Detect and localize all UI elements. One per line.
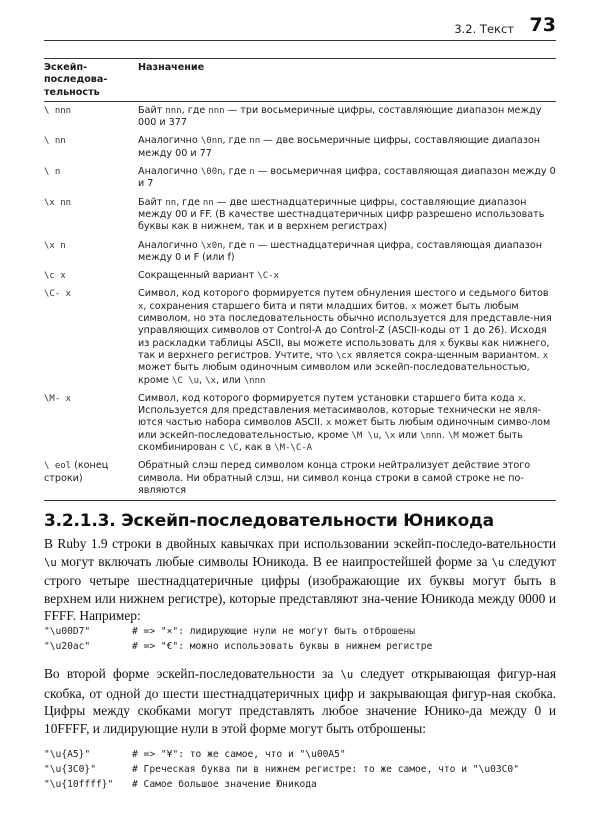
text-run: , где: [222, 166, 250, 178]
inline-code: \00n: [200, 167, 223, 178]
code-comment: # Греческая буква пи в нижнем регистре: то же самое, что и "\u03C0": [132, 764, 519, 775]
inline-code: \C: [227, 443, 239, 454]
escape-sequence-note: (конец строки): [44, 460, 109, 484]
text-run: Аналогично: [138, 239, 201, 251]
code-example-2: [44, 747, 519, 792]
code-example-1: [44, 624, 432, 654]
purpose-cell: [138, 101, 556, 132]
inline-code: \M-\C-A: [274, 443, 313, 454]
purpose-cell: [138, 390, 556, 457]
text-run: , где: [181, 104, 209, 116]
text-run: Байт: [138, 196, 166, 208]
escape-sequence: \x n: [44, 240, 66, 251]
text-run: следуют строго четыре шестнадцатеричные цифры (изображающие их буквы могут быть в верхнем или нижнем регистре), которые представляют зна-чение Юникода между 0000 и FFFF. Например:: [44, 553, 556, 624]
inline-code: \x: [384, 430, 396, 441]
purpose-cell: [138, 267, 556, 285]
inline-code: nn: [165, 197, 177, 208]
text-run: , как в: [238, 442, 275, 454]
table-row: [44, 457, 556, 500]
paragraph-second-form: [44, 665, 556, 737]
text-run: , где: [222, 239, 250, 251]
text-run: — шестнадцатеричная цифра, составляющая диапазон между 0 и F (или f): [138, 239, 543, 263]
inline-code: x: [138, 301, 144, 312]
inline-code: \0nn: [200, 136, 223, 147]
escape-sequence-cell: [44, 390, 138, 457]
table-row: [44, 237, 556, 268]
purpose-cell: [138, 457, 556, 500]
inline-code: x: [326, 418, 332, 429]
text-run: могут включать любые символы Юникода. В ее наипростейшей форме за: [56, 553, 492, 569]
purpose-cell: [138, 163, 556, 194]
inline-code: nn: [202, 197, 214, 208]
code-literal: "\u{3C0}": [44, 764, 96, 775]
inline-code: x: [439, 338, 445, 349]
table-row: [44, 101, 556, 132]
inline-code: nnn: [208, 105, 225, 116]
table-row: [44, 285, 556, 389]
code-line: [44, 777, 519, 792]
table-header-row: [44, 59, 556, 102]
code-line: [44, 639, 432, 654]
text-run: — две восьмеричные цифры, составляющие диапазон между 00 и 77: [138, 135, 541, 159]
code-line: [44, 762, 519, 777]
escape-sequence-cell: [44, 267, 138, 285]
text-run: ,: [199, 374, 206, 386]
purpose-cell: [138, 194, 556, 237]
inline-code: \nnn: [243, 375, 266, 386]
code-line: [44, 747, 519, 762]
inline-code: \u: [340, 669, 354, 681]
text-run: может быть любым одиночным симво-лом или эскейп-последовательностью, кроме: [138, 417, 551, 441]
escape-sequence-cell: [44, 101, 138, 132]
text-run: Аналогично: [138, 166, 201, 178]
text-run: , где: [176, 196, 203, 208]
inline-code: x: [411, 301, 417, 312]
code-literal: "\u{A5}": [44, 749, 91, 760]
escape-sequence: \ eol: [44, 461, 72, 472]
text-run: Сокращенный вариант: [138, 270, 258, 282]
escape-sequence-cell: [44, 457, 138, 500]
text-run: Во второй форме эскейп-последовательности за: [44, 666, 341, 681]
page-number: 73: [529, 14, 556, 36]
code-literal: "\u00D7": [44, 626, 91, 637]
text-run: следует открывающая фигур-ная скобка, от одной до шести шестнадцатеричных цифр и закрывающая фигур-ная скобка. Цифры между скобками могут представлять любое значение Юнико-да между 0 и 10FFFF, и лидирующие нули в этой форме могут быть отброшены:: [44, 666, 556, 736]
inline-code: \u: [491, 556, 505, 569]
text-run: Символ, код которого формируется путем обнуления шестого и седьмого битов: [138, 288, 549, 300]
text-run: буквы как нижнего, так и верхнего регистров. Учтите, что: [138, 337, 550, 361]
text-run: ,: [378, 429, 385, 441]
escape-sequence-cell: [44, 285, 138, 389]
escape-sequence: \ nnn: [44, 105, 72, 116]
inline-code: \C-x: [257, 271, 280, 282]
inline-code: x: [517, 393, 524, 404]
inline-code: nn: [249, 136, 261, 147]
escape-sequences-table: [44, 58, 556, 501]
running-header-section: 3.2. Текст: [454, 22, 514, 36]
table-row: [44, 390, 556, 457]
purpose-cell: [138, 132, 556, 163]
text-run: Обратный слэш перед символом конца строки нейтрализует действие этого символа. Ни обратный слэш, ни символ конца строки в самой строке не по-являются: [138, 460, 531, 496]
section-heading: 3.2.1.3. Эскейп-последовательности Юникода: [44, 511, 494, 531]
text-run: , сохранения старшего бита и пяти младших битов.: [143, 300, 412, 312]
table-row: [44, 194, 556, 237]
text-run: может быть любым символом, но эта последовательность обычно используется для представле-ния управляющих символов от Control-A до Control-Z (ASCII-коды от 1 до 26). Исходя из раскладки таблицы ASCII, вы можете использовать для: [138, 300, 552, 349]
text-run: Байт: [138, 104, 166, 116]
code-comment: # => "€": можно использовать буквы в нижнем регистре: [132, 641, 433, 652]
paragraph-intro: [44, 535, 556, 625]
text-run: может быть любым одиночным символом или эскейп-последовательностью, кроме: [138, 362, 530, 386]
inline-code: \x: [205, 375, 216, 386]
code-literal: "\u{10ffff}": [44, 779, 114, 790]
inline-code: x: [542, 350, 549, 361]
inline-code: \nnn: [420, 430, 442, 441]
text-run: Символ, код которого формируется путем установки старшего бита кода: [138, 392, 518, 404]
text-run: .: [441, 429, 448, 441]
inline-code: \cx: [336, 350, 353, 361]
purpose-cell: [138, 285, 556, 389]
column-header-sequence: Эскейп-последова-тельность: [44, 59, 138, 102]
table-row: [44, 163, 556, 194]
inline-code: \x0n: [200, 240, 223, 251]
purpose-cell: [138, 237, 556, 268]
text-run: . Используется для представления метасимволов, которые технически не явля-ются частью набора символов ASCII.: [138, 392, 541, 429]
code-line: [44, 624, 432, 639]
text-run: — восьмеричная цифра, составляющая диапазон между 0 и 7: [138, 166, 556, 190]
code-comment: # => "¥": то же самое, что и "\u00A5": [132, 749, 346, 760]
escape-sequence: \C- x: [44, 289, 72, 300]
text-run: В Ruby 1.9 строки в двойных кавычках при использовании эскейп-последо-вательности: [44, 536, 556, 551]
table-row: [44, 132, 556, 163]
inline-code: \u: [44, 556, 57, 569]
inline-code: \M \u: [351, 430, 379, 441]
text-run: — три восьмеричные цифры, составляющие диапазон между 000 и 377: [138, 104, 542, 129]
code-comment: # => "×": лидирующие нули не могут быть отброшены: [132, 626, 416, 637]
escape-sequence: \M- x: [44, 393, 72, 404]
table-row: [44, 267, 556, 285]
escape-sequence: \ nn: [44, 136, 66, 147]
table-body: [44, 101, 556, 500]
column-header-purpose: Назначение: [138, 59, 556, 102]
text-run: , или: [216, 374, 244, 386]
inline-code: n: [249, 167, 255, 178]
text-run: или: [395, 429, 421, 441]
escape-sequence-cell: [44, 163, 138, 194]
escape-sequence-cell: [44, 132, 138, 163]
escape-sequence: \x nn: [44, 197, 72, 208]
escape-sequence-cell: [44, 237, 138, 268]
code-comment: # Самое большое значение Юникода: [132, 779, 317, 790]
text-run: , где: [222, 135, 250, 147]
escape-sequence: \ n: [44, 167, 61, 178]
running-header: [44, 14, 556, 41]
inline-code: \C \u: [171, 375, 200, 386]
code-literal: "\u20ac": [44, 641, 91, 652]
escape-sequence: \c x: [44, 271, 66, 282]
text-run: является сокра-щенным вариантом.: [352, 349, 543, 361]
text-run: — две шестнадцатеричные цифры, составляющие диапазон между 00 и FF. (В качестве шестнадцатеричных цифр разрешено использовать буквы как в нижнем, так и в верхнем регистрах): [138, 196, 545, 233]
inline-code: nnn: [165, 105, 182, 116]
inline-code: n: [249, 240, 255, 251]
text-run: может быть скомбинирован с: [138, 429, 523, 454]
inline-code: \M: [447, 430, 459, 441]
escape-sequence-cell: [44, 194, 138, 237]
text-run: Аналогично: [138, 135, 201, 147]
